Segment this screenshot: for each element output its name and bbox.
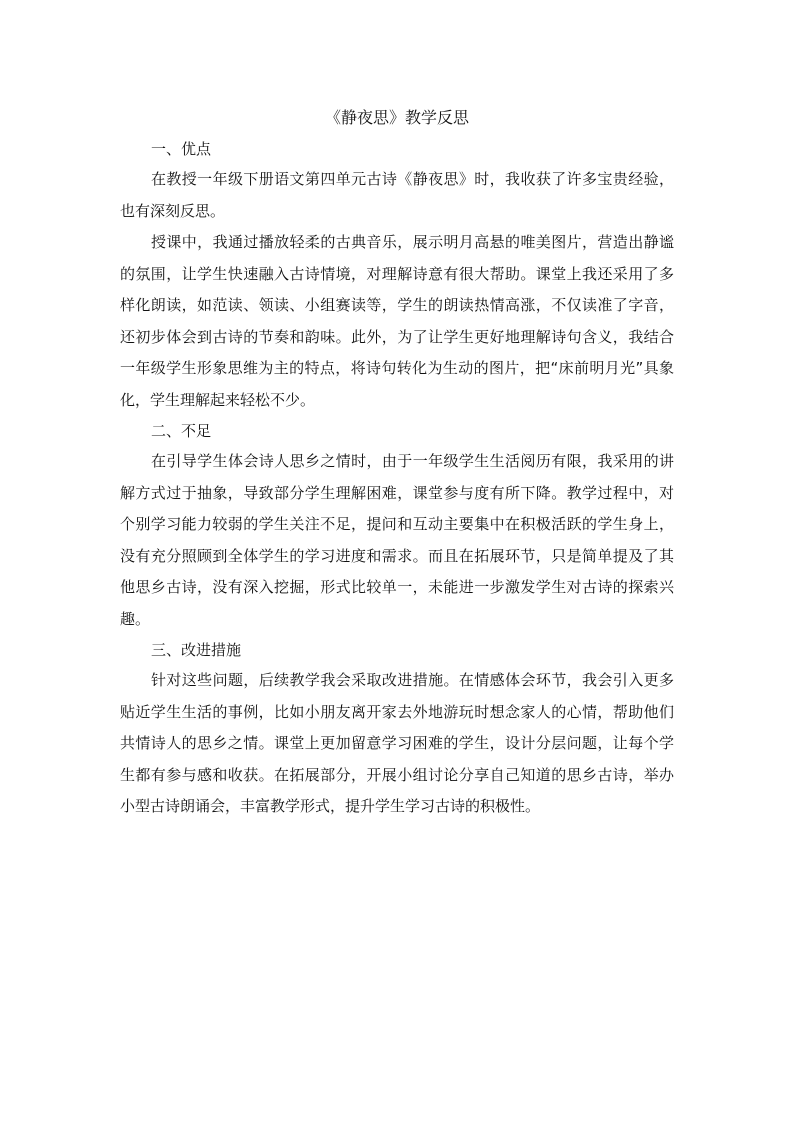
- section-strengths: [120, 134, 674, 416]
- section-weaknesses: [120, 416, 674, 635]
- paragraph-weaknesses: 在引导学生体会诗人思乡之情时，由于一年级学生生活阅历有限，我采用的讲解方式过于抽象，导致部分学生理解困难，课堂参与度有所下降。教学过程中，对个别学习能力较弱的学生关注不足，提问和互动主要集中在积极活跃的学生身上，没有充分照顾到全体学生的学习进度和需求。而且在拓展环节，只是简单提及了其他思乡古诗，没有深入挖掘，形式比较单一，未能进一步激发学生对古诗的探索兴趣。: [120, 452, 674, 628]
- page-title: 《静夜思》教学反思: [324, 108, 469, 127]
- paragraph-intro: 在教授一年级下册语文第四单元古诗《静夜思》时，我收获了许多宝贵经验，也有深刻反思。: [120, 170, 674, 220]
- paragraph-strengths: 授课中，我通过播放轻柔的古典音乐，展示明月高悬的唯美图片，营造出静谧的氛围，让学生快速融入古诗情境，对理解诗意有很大帮助。课堂上我还采用了多样化朗读，如范读、领读、小组赛读等，学生的朗读热情高涨，不仅读准了字音，还初步体会到古诗的节奏和韵味。此外，为了让学生更好地理解诗句含义，我结合一年级学生形象思维为主的特点，将诗句转化为生动的图片，把“床前明月光”具象化，学生理解起来轻松不少。: [120, 233, 674, 409]
- section-heading-strengths: 一、优点: [151, 140, 212, 158]
- document-body: [120, 102, 674, 823]
- section-improvements: [120, 635, 674, 823]
- paragraph-improvements: 针对这些问题，后续教学我会采取改进措施。在情感体会环节，我会引入更多贴近学生生活的事例，比如小朋友离开家去外地游玩时想念家人的心情，帮助他们共情诗人的思乡之情。课堂上更加留意学习困难的学生，设计分层问题，让每个学生都有参与感和收获。在拓展部分，开展小组讨论分享自己知道的思乡古诗，举办小型古诗朗诵会，丰富教学形式，提升学生学习古诗的积极性。: [120, 671, 674, 815]
- section-heading-improvements: 三、改进措施: [151, 641, 242, 659]
- section-heading-weaknesses: 二、不足: [151, 422, 212, 440]
